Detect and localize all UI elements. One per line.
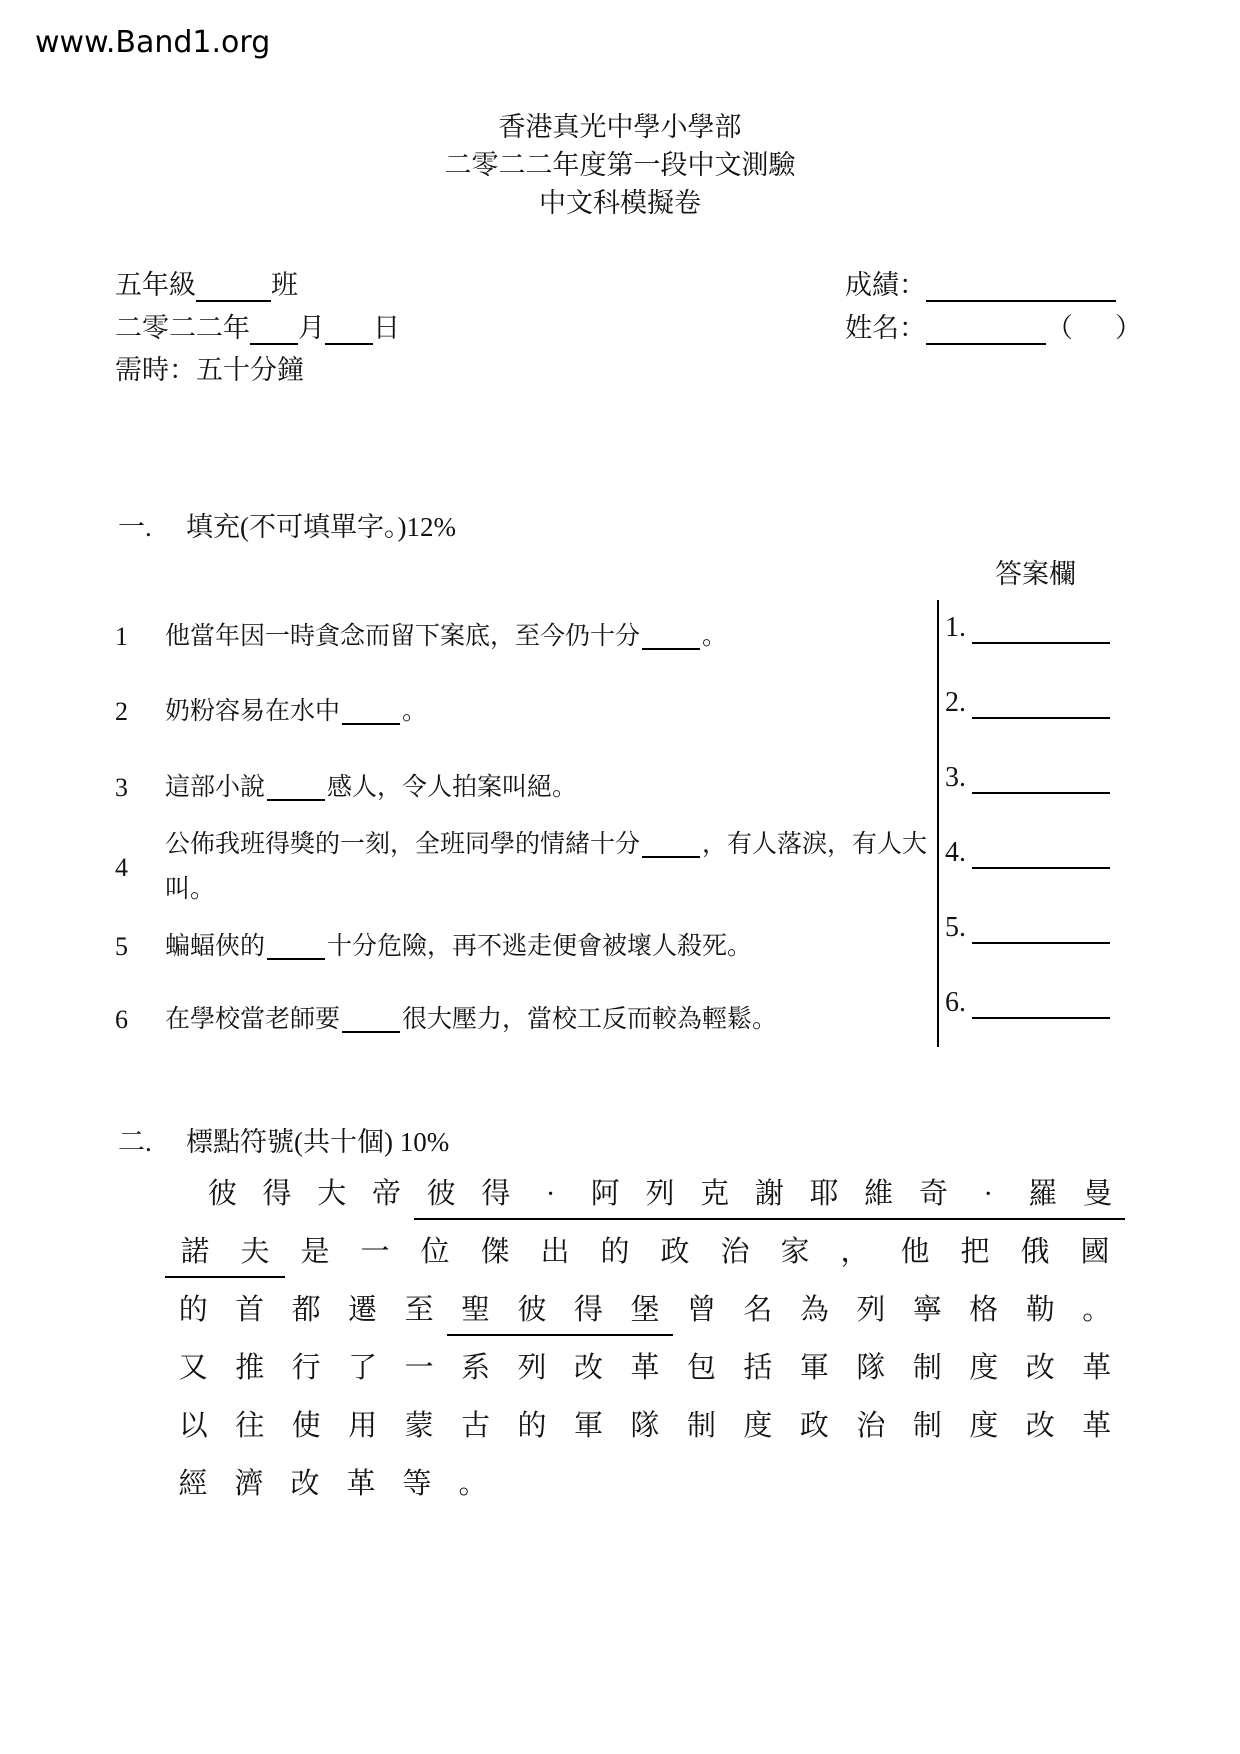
underlined-char: 聖: [447, 1288, 503, 1336]
paragraph-char: 使: [291, 1410, 321, 1442]
paragraph-char: 軍: [574, 1410, 604, 1442]
paragraph-char: 一: [360, 1236, 390, 1268]
paragraph-char: 格: [969, 1294, 999, 1326]
question-text-pre: 奶粉容易在水中: [165, 698, 341, 725]
fill-in-blank: [642, 648, 700, 650]
paragraph-char: 用: [348, 1410, 378, 1442]
paragraph-char: 系: [461, 1352, 491, 1384]
exam-name: 二零二二年度第一段中文測驗: [444, 150, 796, 180]
question-text-pre: 公佈我班得獎的一刻，全班同學的情緒十分: [165, 831, 641, 858]
paragraph-char: 勒: [1025, 1294, 1055, 1326]
paragraph-char: 改: [574, 1352, 604, 1384]
paragraph-char: 度: [743, 1410, 773, 1442]
answer-number: 6.: [945, 987, 966, 1018]
question-text-post: 十分危險，再不逃走便會被壞人殺死。: [327, 933, 753, 960]
underlined-char: 謝: [742, 1172, 797, 1220]
underlined-char: 列: [633, 1172, 688, 1220]
paragraph-char: 位: [420, 1236, 450, 1268]
answer-number: 1.: [945, 612, 966, 643]
underlined-char: 奇: [906, 1172, 961, 1220]
paragraph-char: 治: [856, 1410, 886, 1442]
paragraph-char: 推: [235, 1352, 265, 1384]
question-row: [115, 614, 940, 659]
paragraph-char: 。: [1082, 1294, 1112, 1326]
fill-in-blank: [267, 799, 325, 801]
question-text-pre: 在學校當老師要: [165, 1006, 341, 1033]
underlined-char: 曼: [1070, 1172, 1125, 1220]
question-text-post: 。: [702, 623, 728, 650]
answer-number: 4.: [945, 837, 966, 868]
class-suffix-label: 班: [271, 270, 298, 300]
section1-number: 一.: [118, 512, 152, 542]
answer-row: [945, 905, 1110, 950]
underlined-char: 彼: [504, 1288, 560, 1336]
question-text: [165, 822, 940, 912]
question-row: [115, 689, 940, 734]
paragraph-line: [165, 1288, 1125, 1346]
section2-number: 二.: [118, 1127, 152, 1157]
paragraph-char: 改: [1025, 1410, 1055, 1442]
underlined-char: 彼: [414, 1172, 469, 1220]
answer-blank: [972, 942, 1110, 944]
name-row: [845, 311, 1142, 345]
paragraph-char: 至: [404, 1294, 434, 1326]
paragraph-char: 往: [235, 1410, 265, 1442]
section2-title: 標點符號(共十個) 10%: [186, 1127, 450, 1157]
date-row: [115, 311, 400, 345]
paper-name: 中文科模擬卷: [539, 188, 701, 218]
paragraph-line: [165, 1404, 1125, 1462]
paragraph-char: 隊: [856, 1352, 886, 1384]
answer-row: [945, 980, 1110, 1025]
score-blank: [926, 270, 1116, 302]
paragraph-char: 度: [969, 1410, 999, 1442]
underlined-char: 阿: [578, 1172, 633, 1220]
paragraph-line: [165, 1462, 1125, 1520]
paragraph-char: 得: [262, 1178, 292, 1210]
answer-blank: [972, 642, 1110, 644]
answer-blank: [972, 1017, 1110, 1019]
paragraph-char: 制: [912, 1352, 942, 1384]
section1-heading: [118, 505, 456, 544]
paragraph-char: 以: [178, 1410, 208, 1442]
question-number: 4: [115, 852, 128, 882]
paragraph-char: 一: [404, 1352, 434, 1384]
paragraph-char: 又: [178, 1352, 208, 1384]
underlined-char: 維: [851, 1172, 906, 1220]
section1-title: 填充(不可填單字。)12%: [186, 512, 456, 542]
duration-row: [115, 353, 304, 387]
paragraph-char: 都: [291, 1294, 321, 1326]
question-row: [115, 924, 940, 969]
day-blank: [325, 313, 373, 345]
fill-in-blank: [342, 723, 400, 725]
question-row: [115, 765, 940, 810]
paragraph-char: 彼: [207, 1178, 237, 1210]
score-row: [845, 268, 1116, 302]
class-row: [115, 268, 298, 302]
question-row: [115, 822, 940, 912]
paragraph-char: ，: [840, 1236, 870, 1268]
underlined-char: 諾: [165, 1230, 225, 1278]
year-label: 二零二二年: [115, 313, 250, 343]
answer-row: [945, 830, 1110, 875]
paragraph-char: 名: [743, 1294, 773, 1326]
school-name: 香港真光中學小學部: [498, 112, 742, 142]
paragraph-char: 首: [235, 1294, 265, 1326]
paragraph-char: 改: [1025, 1352, 1055, 1384]
paragraph-char: 帝: [371, 1178, 401, 1210]
paragraph-char: 列: [517, 1352, 547, 1384]
paragraph-char: 傑: [480, 1236, 510, 1268]
paragraph-char: 古: [461, 1410, 491, 1442]
paragraph-char: 治: [720, 1236, 750, 1268]
question-number: 5: [115, 932, 128, 961]
question-text-pre: 他當年因一時貪念而留下案底，至今仍十分: [165, 623, 641, 650]
underlined-char: 羅: [1016, 1172, 1071, 1220]
name-label: 姓名：: [845, 313, 926, 343]
paragraph-char: 改: [290, 1468, 320, 1500]
paragraph-char: 蒙: [404, 1410, 434, 1442]
paragraph-char: 革: [1082, 1410, 1112, 1442]
paragraph-char: 包: [686, 1352, 716, 1384]
question-number: 2: [115, 697, 128, 726]
underlined-char: 得: [469, 1172, 524, 1220]
class-blank: [196, 270, 271, 302]
question-number: 1: [115, 622, 128, 651]
day-label: 日: [373, 313, 400, 343]
paragraph-char: 列: [856, 1294, 886, 1326]
paragraph-char: 等: [402, 1468, 432, 1500]
question-text: [165, 924, 940, 969]
answer-row: [945, 755, 1110, 800]
paper-title-block: [0, 108, 1240, 222]
question-number: 3: [115, 773, 128, 802]
paragraph-char: 革: [630, 1352, 660, 1384]
paragraph-char: 制: [912, 1410, 942, 1442]
paragraph-char: 的: [517, 1410, 547, 1442]
fill-in-blank: [267, 958, 325, 960]
question-text-post: 感人，令人拍案叫絕。: [327, 774, 578, 801]
month-blank: [250, 313, 298, 345]
score-label: 成績：: [845, 270, 926, 300]
question-text: [165, 765, 940, 810]
paren-close: ）: [1115, 313, 1142, 343]
answer-blank: [972, 867, 1110, 869]
paragraph-char: 隊: [630, 1410, 660, 1442]
paragraph-char: 國: [1080, 1236, 1110, 1268]
question-number: 6: [115, 1005, 128, 1034]
underlined-char: 克: [687, 1172, 742, 1220]
paren-open: （: [1046, 313, 1073, 343]
month-label: 月: [298, 313, 325, 343]
underlined-char: 得: [560, 1288, 616, 1336]
underlined-char: 堡: [617, 1288, 673, 1336]
paragraph-line: [165, 1172, 1125, 1230]
underlined-char: 夫: [225, 1230, 285, 1278]
answer-row: [945, 680, 1110, 725]
paragraph-char: 了: [348, 1352, 378, 1384]
grade-label: 五年級: [115, 270, 196, 300]
paragraph-char: 出: [540, 1236, 570, 1268]
underlined-char: ·: [961, 1172, 1016, 1220]
paragraph-char: 家: [780, 1236, 810, 1268]
paragraph-char: 革: [346, 1468, 376, 1500]
underlined-char: 耶: [797, 1172, 852, 1220]
watermark-url: www.Band1.org: [35, 25, 271, 60]
answer-row: [945, 605, 1110, 650]
paragraph-line: [165, 1230, 1125, 1288]
paragraph-char: 革: [1082, 1352, 1112, 1384]
paragraph-char: 經: [178, 1468, 208, 1500]
paragraph-char: 政: [799, 1410, 829, 1442]
section2-heading: [118, 1120, 449, 1159]
paragraph-char: 遷: [348, 1294, 378, 1326]
question-text-pre: 這部小說: [165, 774, 266, 801]
question-row: [115, 997, 940, 1042]
paragraph-char: 為: [799, 1294, 829, 1326]
paragraph-char: 大: [317, 1178, 347, 1210]
fill-in-blank: [342, 1031, 400, 1033]
paragraph-char: 制: [686, 1410, 716, 1442]
fill-in-blank: [642, 856, 700, 858]
paragraph-char: 寧: [912, 1294, 942, 1326]
paragraph-char: 濟: [234, 1468, 264, 1500]
paragraph-line: [165, 1346, 1125, 1404]
answer-blank: [972, 717, 1110, 719]
paragraph-char: 他: [900, 1236, 930, 1268]
answer-number: 2.: [945, 687, 966, 718]
name-blank: [926, 313, 1046, 345]
question-text-post: 很大壓力，當校工反而較為輕鬆。: [402, 1006, 778, 1033]
paragraph-char: 政: [660, 1236, 690, 1268]
answer-column-header: 答案欄: [995, 559, 1076, 589]
paragraph-char: 的: [178, 1294, 208, 1326]
answer-blank: [972, 792, 1110, 794]
paragraph-char: 的: [600, 1236, 630, 1268]
paragraph-char: 是: [300, 1236, 330, 1268]
answer-number: 3.: [945, 762, 966, 793]
paragraph-char: 括: [743, 1352, 773, 1384]
question-text-post: 。: [402, 698, 428, 725]
punctuation-paragraph: [165, 1172, 1125, 1520]
question-text: [165, 997, 940, 1042]
paragraph-char: 。: [458, 1468, 488, 1500]
question-text: [165, 689, 940, 734]
paragraph-char: 軍: [799, 1352, 829, 1384]
underlined-char: ·: [523, 1172, 578, 1220]
paragraph-char: 俄: [1020, 1236, 1050, 1268]
duration-label: 需時：五十分鐘: [115, 355, 304, 385]
answer-number: 5.: [945, 912, 966, 943]
paragraph-char: 把: [960, 1236, 990, 1268]
question-text-post: ，有人落淚，有人大叫。: [165, 831, 928, 903]
question-text: [165, 614, 940, 659]
paragraph-char: 行: [291, 1352, 321, 1384]
question-text-pre: 蝙蝠俠的: [165, 933, 266, 960]
paragraph-char: 度: [969, 1352, 999, 1384]
paragraph-char: 曾: [686, 1294, 716, 1326]
